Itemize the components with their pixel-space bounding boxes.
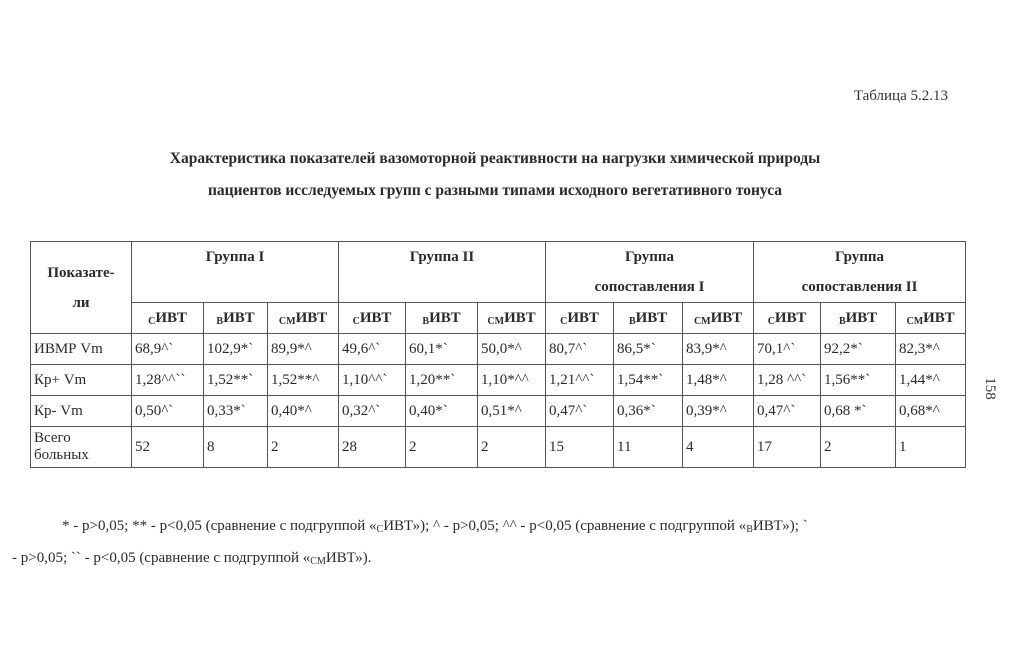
subgroup-header [546,303,614,334]
table-cell: 15 [546,427,614,468]
table-number-label: Таблица 5.2.13 [853,88,948,104]
table-cell: 2 [406,427,478,468]
table-cell: 0,51*^ [478,396,546,427]
subgroup-prefix: В [838,315,846,327]
table-cell: 1,10^^` [339,365,406,396]
subgroup-label: ИВТ [504,309,536,326]
param-header-cell [31,242,132,334]
subgroup-prefix: В [422,315,430,327]
row-label-cell: Кр- Vm [31,396,132,427]
param-header-line-1: Показате- [47,264,115,281]
subgroup-prefix: В [216,315,224,327]
subgroup-label: ИВТ [155,309,187,326]
table-cell: 1,56**` [821,365,896,396]
table-cell: 0,39*^ [683,396,754,427]
param-header-line-2: ли [72,294,90,311]
group-header-3 [546,242,754,303]
group-header-3-line-2: сопоставления I [594,279,705,295]
subgroup-header [406,303,478,334]
table-cell: 60,1*` [406,334,478,365]
table-cell: 83,9*^ [683,334,754,365]
table-cell: 0,36*` [614,396,683,427]
subgroup-header [754,303,821,334]
group-header-1 [132,242,339,303]
subgroup-label: ИВТ [635,309,668,326]
group-header-4-line-1: Группа [835,249,885,265]
group-header-4-line-2: сопоставления II [801,279,918,295]
subgroup-label: ИВТ [429,309,461,326]
table-title-line-2: пациентов исследуемых групп с разными типами исходного вегетативного тонуса [207,182,783,199]
subgroup-label: ИВТ [710,309,743,326]
table-cell: 0,32^` [339,396,406,427]
table-cell: 70,1^` [754,334,821,365]
table-row [31,365,966,396]
table-cell: 82,3*^ [896,334,966,365]
row-label-cell: ИВМР Vm [31,334,132,365]
subgroup-label: ИВТ [923,309,955,326]
subgroup-header [204,303,268,334]
subgroup-label: ИВТ [774,309,807,326]
subgroup-prefix: СМ [693,315,711,327]
subgroup-label: ИВТ [223,309,255,326]
subgroup-header [896,303,966,334]
row-label-line-2: больных [34,447,89,463]
footnote-subscript: С [376,524,384,535]
table-cell: 1 [896,427,966,468]
table-cell: 1,48*^ [683,365,754,396]
table-cell: 2 [268,427,339,468]
subgroup-header [478,303,546,334]
subgroup-header [821,303,896,334]
table-cell: 0,40*` [406,396,478,427]
footnote-subscript: В [746,524,753,535]
group-header-1-line-1: Группа I [205,249,265,265]
footnote-text: ИВТ»). [325,550,372,566]
table-cell: 0,47^` [754,396,821,427]
table-cell: 1,52**^ [268,365,339,396]
subgroup-header [683,303,754,334]
subgroup-label: ИВТ [845,309,878,326]
subgroup-prefix: СМ [278,315,296,327]
footnote [12,510,967,567]
table-cell: 1,28 ^^` [754,365,821,396]
subgroup-label: ИВТ [359,309,392,326]
footnote-text: - p>0,05; `` - p<0,05 (сравнение с подгруппой « [12,550,311,566]
row-label-cell [31,427,132,468]
table-cell: 2 [821,427,896,468]
subgroup-header [339,303,406,334]
footnote-subscript: СМ [310,556,326,567]
table-cell: 80,7^` [546,334,614,365]
table-cell: 1,28^^`` [132,365,204,396]
table-header-row-groups [31,242,966,303]
subgroup-prefix: С [767,315,775,327]
table-cell: 92,2*` [821,334,896,365]
table-cell: 0,50^` [132,396,204,427]
subgroup-prefix: В [628,315,636,327]
table-row [31,334,966,365]
subgroup-prefix: С [352,315,360,327]
table-cell: 17 [754,427,821,468]
table-cell: 86,5*` [614,334,683,365]
footnote-text: ИВТ»); ^ - p>0,05; ^^ - p<0,05 (сравнение с подгруппой « [383,518,747,534]
table-cell: 28 [339,427,406,468]
subgroup-prefix: С [148,315,156,327]
table-cell: 49,6^` [339,334,406,365]
subgroup-header [132,303,204,334]
subgroup-label: ИВТ [567,309,599,326]
table-cell: 1,21^^` [546,365,614,396]
table-cell: 0,40*^ [268,396,339,427]
table-cell: 8 [204,427,268,468]
subgroup-label: ИВТ [295,309,328,326]
table-cell: 1,44*^ [896,365,966,396]
table-title-line-1: Характеристика показателей вазомоторной реактивности на нагрузки химической природы [169,150,821,167]
table-cell: 1,10*^^ [478,365,546,396]
table-body [31,334,966,468]
group-header-2 [339,242,546,303]
footnote-text: * - p>0,05; ** - p<0,05 (сравнение с подгруппой « [62,518,377,534]
row-label-cell: Кр+ Vm [31,365,132,396]
footnote-line-1 [62,510,967,546]
subgroup-prefix: СМ [487,315,505,327]
subgroup-header [614,303,683,334]
table-cell: 1,54**` [614,365,683,396]
footnote-line-2 [12,542,372,578]
table-cell: 1,52**` [204,365,268,396]
table-cell: 0,47^` [546,396,614,427]
table-cell: 11 [614,427,683,468]
group-header-4 [754,242,966,303]
table-row [31,396,966,427]
table-row [31,427,966,468]
subgroup-prefix: СМ [906,315,924,327]
table-cell: 4 [683,427,754,468]
page-number: 158 [981,377,998,400]
group-header-2-line-1: Группа II [409,249,475,265]
group-header-3-line-1: Группа [625,249,675,265]
table-header-row-subgroups [31,303,966,334]
table-cell: 52 [132,427,204,468]
table-cell: 1,20**` [406,365,478,396]
table-cell: 0,68 *` [821,396,896,427]
table-cell: 68,9^` [132,334,204,365]
table-cell: 89,9*^ [268,334,339,365]
table-cell: 0,68*^ [896,396,966,427]
table-cell: 2 [478,427,546,468]
table-cell: 0,33*` [204,396,268,427]
subgroup-prefix: С [560,315,568,327]
table-cell: 50,0*^ [478,334,546,365]
table-cell: 102,9*` [204,334,268,365]
subgroup-header [268,303,339,334]
data-table [30,241,966,468]
row-label-line-1: Всего [34,430,71,446]
footnote-text: ИВТ»); ` [752,518,808,534]
